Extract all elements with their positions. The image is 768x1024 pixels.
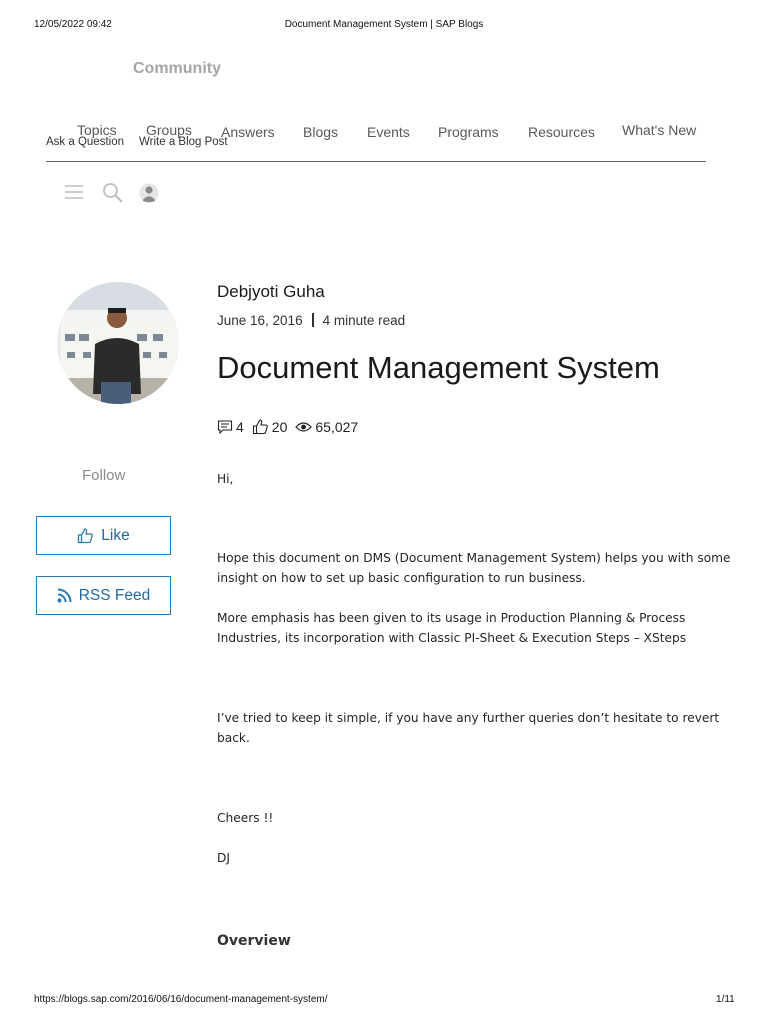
community-logo[interactable]: Community [133,60,221,77]
rss-button-label: RSS Feed [78,586,151,604]
nav-resources[interactable]: Resources [528,124,595,140]
print-url: https://blogs.sap.com/2016/06/16/document-management-system/ [34,994,328,1005]
body-cheers: Cheers !! [217,811,274,825]
search-icon[interactable] [102,182,124,209]
read-time: 4 minute read [322,313,406,328]
like-button-label: Like [101,526,130,544]
follow-button[interactable]: Follow [82,467,126,484]
nav-topics[interactable]: Topics [77,122,117,138]
views-stat [295,419,358,435]
likes-stat[interactable] [252,418,288,435]
body-paragraph: More emphasis has been given to its usage in Production Planning & Process Industries, its incorporation with Classic PI-Sheet & Execution Steps – XSteps [217,611,687,645]
post-title: Document Management System [217,350,660,385]
menu-icon[interactable] [64,182,84,207]
post-date: June 16, 2016 [217,313,303,328]
user-icon[interactable] [139,182,159,209]
thumbs-up-icon [252,418,269,435]
view-count: 65,027 [315,418,359,435]
like-button[interactable] [36,516,171,555]
nav-events[interactable]: Events [367,124,410,140]
nav-blogs[interactable]: Blogs [303,124,339,140]
post-stats [217,418,366,435]
body-paragraph: I’ve tried to keep it simple, if you have any further queries don’t hesitate to revert back. [217,711,720,745]
like-count: 20 [271,418,288,435]
body-paragraph: Hope this document on DMS (Document Management System) helps you with some insight on how to set up basic configuration to run business. [217,551,731,585]
print-title: Document Management System | SAP Blogs [284,19,484,30]
print-date: 12/05/2022 09:42 [34,19,112,30]
author-avatar[interactable] [57,282,179,404]
author-name[interactable]: Debjyoti Guha [217,282,325,301]
rss-feed-button[interactable] [36,576,171,615]
comment-count: 4 [236,418,244,435]
nav-groups[interactable]: Groups [146,122,192,138]
body-greeting: Hi, [217,472,234,486]
body-signoff: DJ [217,851,230,865]
thumbs-up-icon [77,527,94,544]
eye-icon [295,421,312,433]
nav-answers[interactable]: Answers [221,124,275,140]
rss-icon [57,588,72,603]
nav-whats-new[interactable]: What's New [622,122,697,138]
comment-icon [217,419,233,435]
meta-separator [312,313,314,327]
nav-write-blog-post[interactable]: Write a Blog Post [139,136,228,148]
nav-ask-question[interactable]: Ask a Question [46,136,124,148]
section-heading: Overview [217,933,291,949]
print-page-number: 1/11 [716,994,735,1005]
comments-stat[interactable] [217,419,244,435]
post-meta [217,313,405,328]
nav-divider [46,161,706,162]
nav-programs[interactable]: Programs [438,124,499,140]
